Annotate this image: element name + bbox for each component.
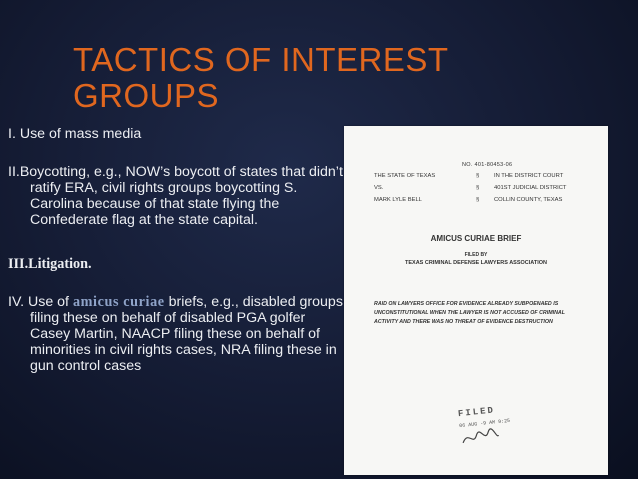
- caption-county: COLLIN COUNTY, TEXAS: [494, 197, 563, 203]
- filed-stamp-label: FILED: [457, 405, 496, 420]
- brief-argument-text: RAID ON LAWYERS OFFICE FOR EVIDENCE ALREADY SUBPOENAED IS UNCONSTITUTIONAL WHEN THE LAWYER IS NOT ACCUSED OF CRIMINAL ACTIVITY AND THERE WAS NO THREAT OF EVIDENCE DESTRUCTION: [374, 301, 565, 325]
- slide-title-line-2: GROUPS: [73, 77, 220, 114]
- slide-title-line-1: TACTICS OF INTEREST: [73, 41, 449, 78]
- case-number: NO. 401-80453-06: [462, 162, 513, 168]
- bullet-boycotting: II.Boycotting, e.g., NOW’s boycott of states that didn’t ratify ERA, civil rights groups boycotting S. Carolina because of that state flying the Confederate flag at the state capital.: [8, 164, 343, 228]
- bullet-litigation: III.Litigation.: [8, 256, 92, 272]
- caption-section-mark: §: [476, 173, 480, 179]
- caption-party: THE STATE OF TEXAS: [374, 173, 436, 179]
- bullet-amicus-prefix: IV. Use of: [8, 294, 73, 310]
- caption-section-mark: §: [476, 197, 480, 203]
- filed-stamp: [458, 403, 523, 459]
- caption-district: 401ST JUDICIAL DISTRICT: [494, 185, 567, 191]
- slide-title: [73, 42, 493, 114]
- caption-versus: VS.: [374, 185, 384, 191]
- caption-section-mark: §: [476, 185, 480, 191]
- bullet-list: [8, 126, 343, 396]
- caption-defendant: MARK LYLE BELL: [374, 197, 422, 203]
- filing-association: TEXAS CRIMINAL DEFENSE LAWYERS ASSOCIATION: [405, 260, 547, 266]
- bullet-mass-media: I. Use of mass media: [8, 126, 142, 142]
- signature-scribble-icon: [460, 425, 502, 449]
- bullet-amicus-curiae: [8, 294, 343, 374]
- filed-stamp-date: 06 AUG -9 AM 9:25: [459, 417, 511, 430]
- bullet-amicus-suffix: briefs, e.g., disabled groups filing these on behalf of disabled PGA golfer Casey Martin, NAACP filing these on behalf of minorities in civil rights cases, NRA filing these in gun control cases: [30, 294, 343, 374]
- filed-by-label: FILED BY: [464, 252, 488, 258]
- amicus-brief-document-image: [344, 126, 608, 475]
- amicus-curiae-emphasis: amicus curiae: [72, 294, 165, 310]
- caption-court: IN THE DISTRICT COURT: [494, 173, 564, 179]
- brief-title: AMICUS CURIAE BRIEF: [430, 234, 522, 243]
